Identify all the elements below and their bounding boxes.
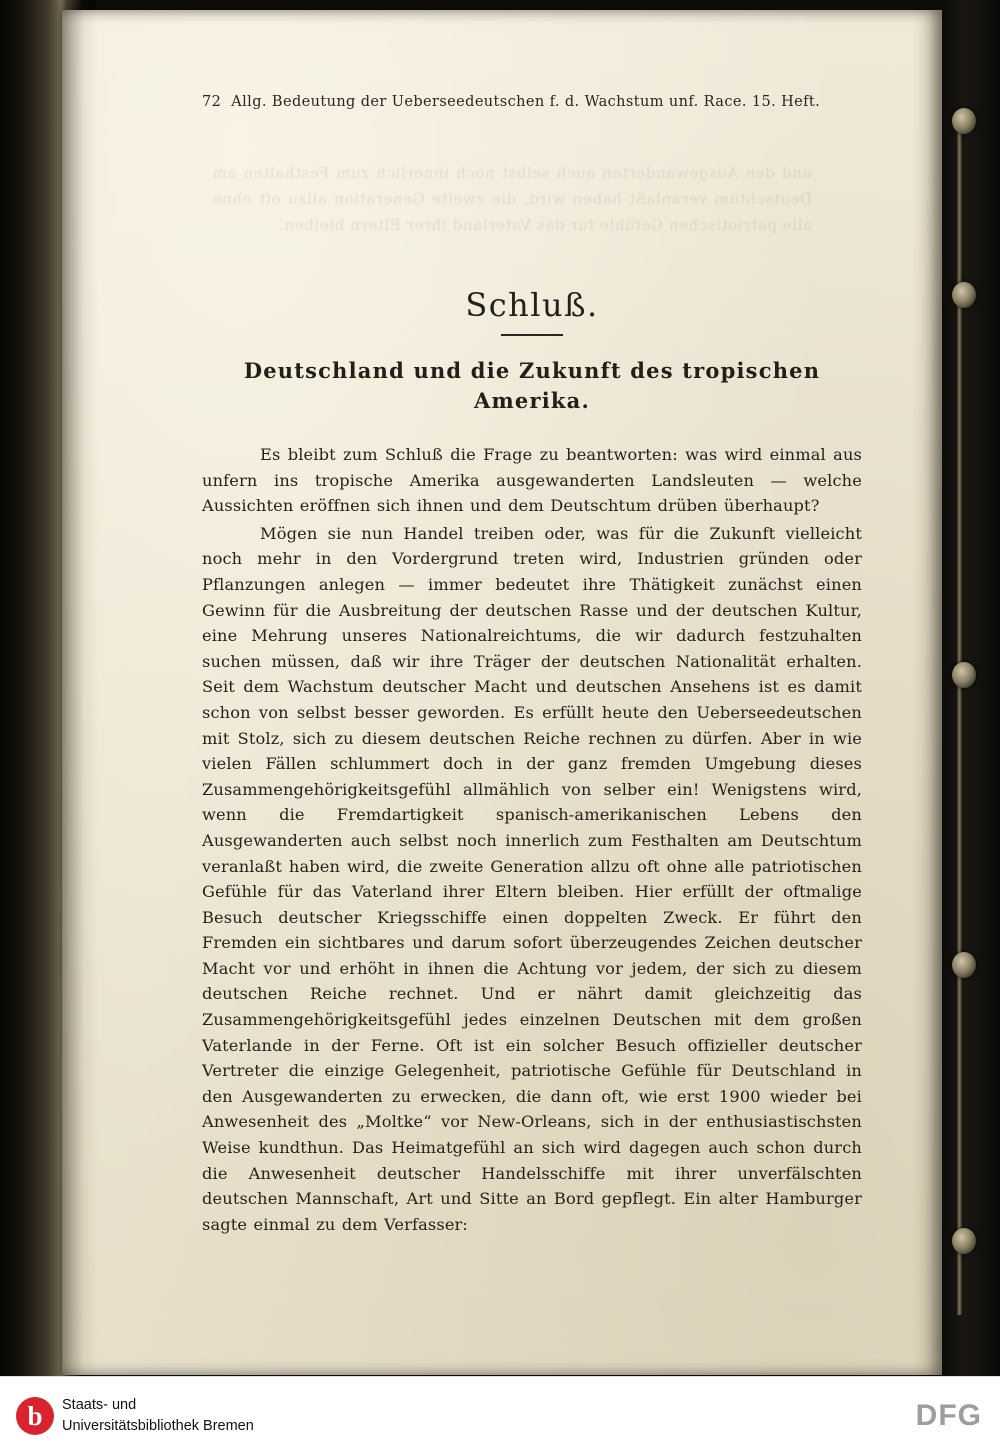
library-name-line1: Staats- und	[62, 1397, 137, 1413]
verso-showthrough-text: und den Ausgewanderten auch selbst noch innerlich zum Festhalten am Deutschtum veranlaßt haben wird, die zweite Generation allzu oft ohne alle patriotischen Gefühle für das Vaterland ihrer Eltern bleiben.	[212, 164, 812, 234]
binding-strip	[942, 0, 1000, 1455]
dfg-logo: DFG	[915, 1399, 982, 1432]
binding-hole	[952, 1228, 976, 1254]
running-head	[202, 94, 862, 110]
library-name	[62, 1395, 254, 1437]
binding-hole	[952, 108, 976, 134]
title-divider	[501, 334, 563, 336]
page-content	[202, 94, 862, 1239]
binding-hole	[952, 662, 976, 688]
library-logo-icon: b	[16, 1397, 54, 1435]
viewer-footer	[0, 1376, 1000, 1455]
body-paragraph: Mögen sie nun Handel treiben oder, was für die Zukunft vielleicht noch mehr in den Vordergrund treten wird, Industrien gründen oder Pflanzungen anlegen — immer bedeutet ihre Thätigkeit zunächst einen Gewinn für die Ausbreitung der deutschen Rasse und der deutschen Kultur, eine Mehrung unseres Nationalreichtums, die wir dadurch festzuhalten suchen müssen, daß wir ihre Träger der deutschen Nationalität erhalten. Seit dem Wachstum deutscher Macht und deutschen Ansehens ist es damit schon von selbst besser geworden. Es erfüllt heute den Ueberseedeutschen mit Stolz, sich zu diesem deutschen Reiche rechnen zu dürfen. Aber in wie vielen Fällen schlummert doch in der ganz fremden Umgebung dieses Zusammengehörigkeitsgefühl allmählich von selber ein! Wenigstens wird, wenn die Fremdartigkeit spanisch-amerikanischen Lebens den Ausgewanderten auch selbst noch innerlich zum Festhalten am Deutschtum veranlaßt haben wird, die zweite Generation allzu oft ohne alle patriotischen Gefühle für das Vaterland ihrer Eltern bleiben. Hier erfüllt der oftmalige Besuch deutscher Kriegsschiffe einen doppelten Zweck. Er führt den Fremden ein sichtbares und darum sofort überzeugendes Zeichen deutscher Macht vor und erhöht in ihnen die Achtung vor jedem, der sich zu diesem deutschen Reiche rechnet. Und er nährt damit gleichzeitig das Zusammengehörigkeitsgefühl jedes einzelnen Deutschen mit dem großen Vaterlande in der Ferne. Oft ist ein solcher Besuch offizieller deutscher Vertreter die einzige Gelegenheit, patriotische Gefühle für Deutschland in den Ausgewanderten zu erwecken, die dann oft, wie erst 1900 wieder bei Anwesenheit des „Moltke“ vor New-Orleans, sich in der enthusiastischsten Weise kundthun. Das Heimatgefühl an sich wird dagegen auch schon durch die Anwesenheit deutscher Handelsschiffe mit ihrer unverfälschten deutschen Mannschaft, Art und Sitte an Bord gepflegt. Ein alter Hamburger sagte einmal zu dem Verfasser:	[202, 523, 862, 1234]
body-paragraph: Es bleibt zum Schluß die Frage zu beantworten: was wird einmal aus unfern ins tropische Amerika ausgewanderten Landsleuten — welche Aussichten eröffnen sich ihnen und dem Deutschtum drüben überhaupt?	[202, 445, 862, 516]
binding-hole	[952, 282, 976, 308]
page-number: 72	[202, 94, 222, 110]
section-title: Schluß.	[465, 286, 599, 324]
binding-hole	[952, 952, 976, 978]
running-head-text: Allg. Bedeutung der Ueberseedeutschen f. d. Wachstum unf. Race. 15. Heft.	[231, 94, 821, 110]
page-sheet	[62, 10, 942, 1375]
sub-title: Deutschland und die Zukunft des tropischen Amerika.	[243, 358, 821, 413]
library-name-line2: Universitätsbibliothek Bremen	[62, 1418, 254, 1434]
